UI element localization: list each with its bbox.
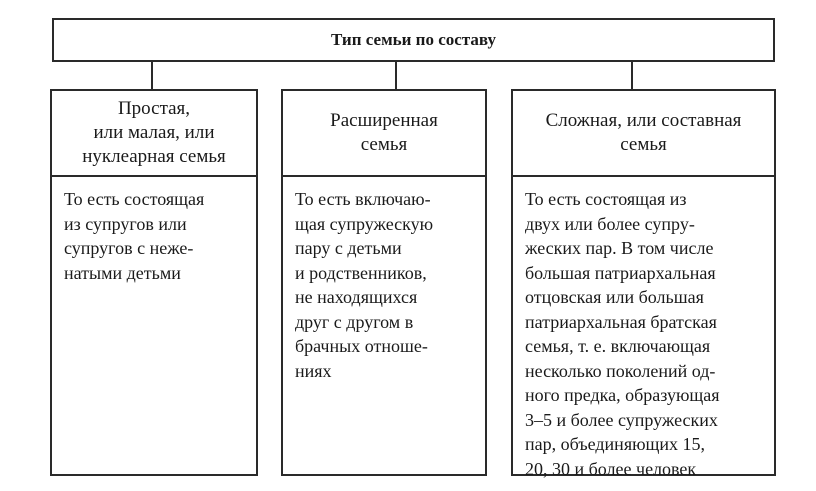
body-line: большая патриархальная [525, 262, 716, 283]
header-line: семья [620, 134, 667, 155]
header-line: нуклеарная семья [82, 146, 226, 167]
body-line: отцовская или большая [525, 287, 704, 307]
header-line: или малая, или [93, 122, 215, 143]
connector-line-middle [395, 62, 397, 89]
column-body [283, 177, 485, 383]
diagram-title [52, 18, 775, 62]
body-line: То есть состоящая [64, 189, 205, 209]
column-extended-family [281, 89, 487, 476]
column-simple-family [50, 89, 258, 476]
body-line: То есть включаю- [295, 189, 431, 209]
body-line: щая супружескую [295, 213, 434, 234]
body-line: и родственников, [295, 262, 427, 283]
column-complex-family [511, 89, 776, 479]
body-line: семья, т. е. включающая [525, 336, 711, 356]
body-line: патриархальная братская [525, 311, 717, 332]
body-line: брачных отноше- [295, 336, 428, 356]
header-line: Расширенная [330, 110, 438, 131]
connector-line-right [631, 62, 633, 89]
diagram-title-text: Тип семьи по составу [331, 30, 496, 49]
column-header [513, 91, 774, 177]
body-line: из супругов или [64, 213, 187, 234]
body-line: двух или более супру- [525, 213, 695, 234]
body-line: 3–5 и более супружеских [525, 409, 718, 430]
body-line: натыми детьми [64, 262, 181, 283]
body-line: пару с детьми [295, 238, 402, 258]
body-line: друг с другом в [295, 311, 414, 332]
header-line: Простая, [117, 98, 191, 119]
body-line: супругов с неже- [64, 238, 194, 258]
body-line: 20, 30 и более человек [525, 458, 697, 479]
header-line: Сложная, или составная [545, 110, 742, 131]
column-header [283, 91, 485, 177]
body-line: То есть состоящая из [525, 189, 687, 209]
body-line: жеских пар. В том числе [525, 238, 714, 258]
header-line: семья [360, 134, 408, 155]
body-line: несколько поколений од- [525, 360, 716, 381]
body-line: пар, объединяющих 15, [525, 434, 706, 454]
column-body [513, 177, 774, 481]
column-body [52, 177, 256, 285]
body-line: ниях [295, 360, 332, 381]
column-header [52, 91, 256, 177]
body-line: не находящихся [295, 287, 418, 307]
body-line: ного предка, образующая [525, 385, 720, 405]
connector-line-left [151, 62, 153, 89]
